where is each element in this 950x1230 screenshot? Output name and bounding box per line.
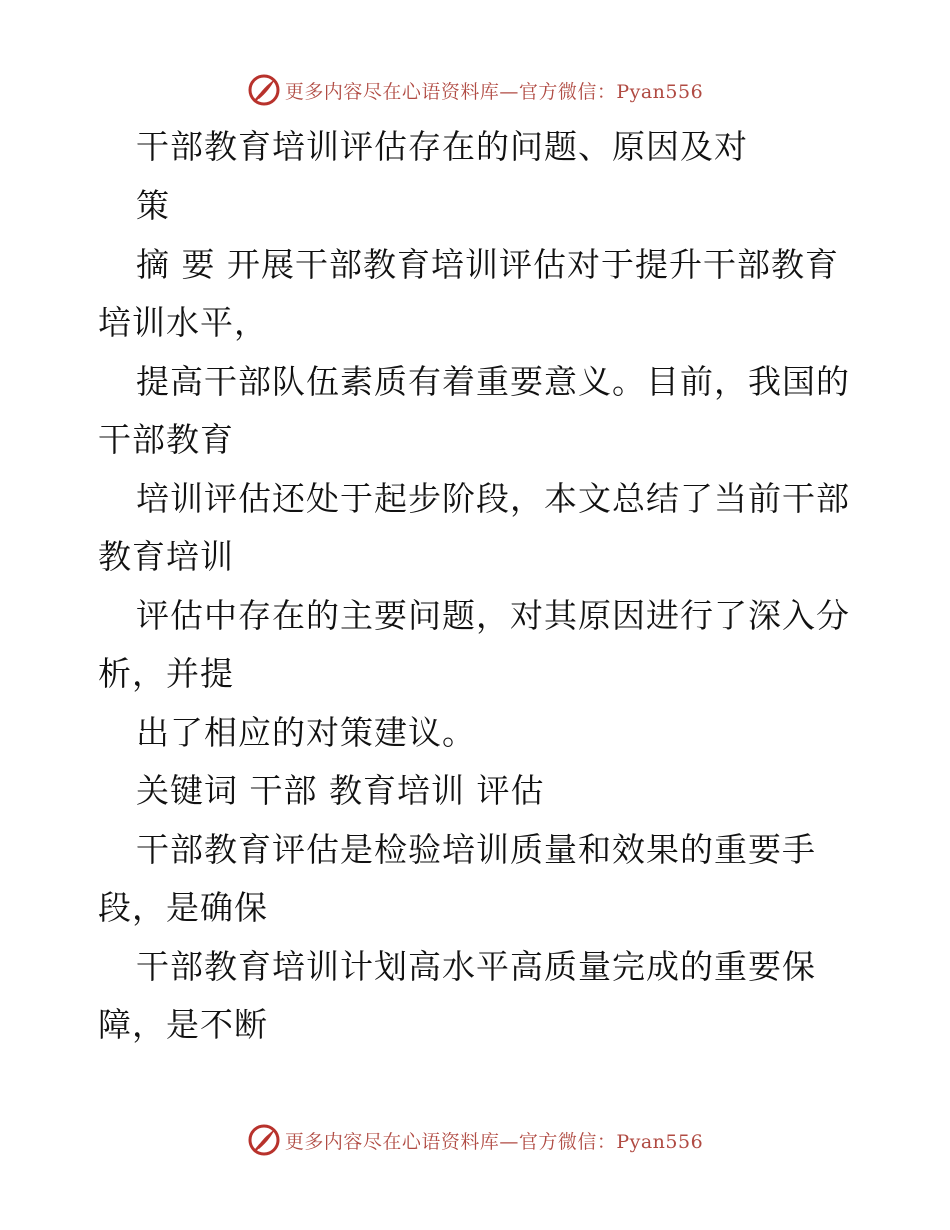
paragraph-line: 干部教育评估是检验培训质量和效果的重要手 bbox=[136, 830, 816, 869]
title-line-2: 策 bbox=[136, 186, 170, 225]
quill-logo-icon bbox=[247, 73, 281, 107]
abstract-line: 干部教育 bbox=[98, 420, 234, 459]
abstract-line: 析，并提 bbox=[98, 654, 234, 693]
abstract-line: 摘 要 开展干部教育培训评估对于提升干部教育 bbox=[136, 245, 839, 284]
keywords-line: 关键词 干部 教育培训 评估 bbox=[136, 771, 545, 810]
footer-banner bbox=[0, 1120, 950, 1160]
abstract-line: 培训水平， bbox=[98, 303, 268, 342]
title-line-1: 干部教育培训评估存在的问题、原因及对 bbox=[136, 127, 748, 166]
abstract-line: 培训评估还处于起步阶段，本文总结了当前干部 bbox=[136, 479, 850, 518]
paragraph-line: 障，是不断 bbox=[98, 1005, 268, 1044]
header-banner bbox=[0, 70, 950, 110]
abstract-line: 评估中存在的主要问题，对其原因进行了深入分 bbox=[136, 596, 850, 635]
paragraph-line: 段，是确保 bbox=[98, 888, 268, 927]
banner-text: 更多内容尽在心语资料库—官方微信：Pyan556 bbox=[284, 80, 704, 103]
abstract-line: 提高干部队伍素质有着重要意义。目前，我国的 bbox=[136, 362, 850, 401]
abstract-line: 教育培训 bbox=[98, 537, 234, 576]
paragraph-line: 干部教育培训计划高水平高质量完成的重要保 bbox=[136, 947, 816, 986]
quill-logo-icon bbox=[247, 1123, 281, 1157]
banner-text: 更多内容尽在心语资料库—官方微信：Pyan556 bbox=[284, 1130, 704, 1153]
abstract-line: 出了相应的对策建议。 bbox=[136, 713, 476, 752]
